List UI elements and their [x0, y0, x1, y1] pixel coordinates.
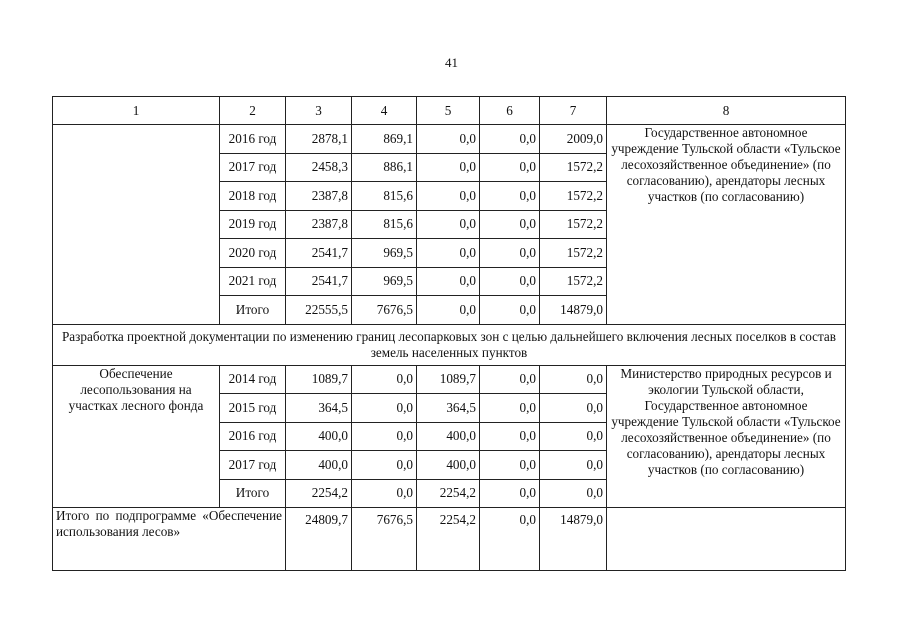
value-cell: 14879,0 — [540, 296, 607, 325]
value-cell: 0,0 — [352, 451, 417, 480]
value-cell: 2254,2 — [417, 508, 480, 571]
value-cell: 0,0 — [480, 125, 540, 154]
value-cell: 815,6 — [352, 182, 417, 211]
value-cell: 0,0 — [480, 153, 540, 182]
value-cell: 2254,2 — [417, 479, 480, 508]
year-cell: 2020 год — [220, 239, 286, 268]
value-cell: 815,6 — [352, 210, 417, 239]
column-header: 2 — [220, 97, 286, 125]
year-cell: Итого — [220, 296, 286, 325]
subprogram-total-label: Итого по подпрограмме «Обеспечение использования лесов» — [53, 508, 286, 571]
value-cell: 0,0 — [480, 422, 540, 451]
column-header: 4 — [352, 97, 417, 125]
value-cell: 0,0 — [480, 239, 540, 268]
column-header: 8 — [607, 97, 846, 125]
value-cell: 364,5 — [286, 394, 352, 423]
value-cell: 2878,1 — [286, 125, 352, 154]
value-cell: 1572,2 — [540, 267, 607, 296]
program-table — [52, 96, 846, 571]
value-cell: 0,0 — [540, 394, 607, 423]
value-cell: 0,0 — [480, 394, 540, 423]
value-cell: 0,0 — [540, 422, 607, 451]
value-cell: 0,0 — [540, 479, 607, 508]
responsible-executors: Министерство природных ресурсов и экологии Тульской области, Государственное автономное учреждение Тульской области «Тульское лесохозяйственное объединение» (по согласованию), арендаторы лесных участков (по согласованию) — [607, 365, 846, 508]
table-row — [53, 365, 846, 394]
value-cell: 1572,2 — [540, 182, 607, 211]
value-cell: 14879,0 — [540, 508, 607, 571]
value-cell: 1089,7 — [286, 365, 352, 394]
value-cell: 2009,0 — [540, 125, 607, 154]
value-cell: 2254,2 — [286, 479, 352, 508]
value-cell: 1572,2 — [540, 153, 607, 182]
year-cell: 2015 год — [220, 394, 286, 423]
value-cell: 7676,5 — [352, 508, 417, 571]
activity-name: Обеспечение лесопользования на участках лесного фонда — [53, 365, 220, 508]
value-cell: 0,0 — [480, 508, 540, 571]
value-cell: 0,0 — [417, 296, 480, 325]
value-cell: 7676,5 — [352, 296, 417, 325]
column-header: 5 — [417, 97, 480, 125]
year-cell: 2019 год — [220, 210, 286, 239]
value-cell: 400,0 — [286, 451, 352, 480]
column-header: 7 — [540, 97, 607, 125]
year-cell: 2014 год — [220, 365, 286, 394]
value-cell: 969,5 — [352, 239, 417, 268]
value-cell: 2541,7 — [286, 239, 352, 268]
year-cell: Итого — [220, 479, 286, 508]
responsible-executors-empty — [607, 508, 846, 571]
value-cell: 0,0 — [417, 210, 480, 239]
value-cell: 0,0 — [417, 125, 480, 154]
value-cell: 0,0 — [480, 451, 540, 480]
value-cell: 364,5 — [417, 394, 480, 423]
column-header: 3 — [286, 97, 352, 125]
year-cell: 2016 год — [220, 125, 286, 154]
value-cell: 2387,8 — [286, 210, 352, 239]
value-cell: 0,0 — [480, 267, 540, 296]
value-cell: 0,0 — [417, 182, 480, 211]
value-cell: 0,0 — [352, 394, 417, 423]
value-cell: 0,0 — [352, 422, 417, 451]
value-cell: 0,0 — [480, 210, 540, 239]
value-cell: 2387,8 — [286, 182, 352, 211]
section-title: Разработка проектной документации по изменению границ лесопарковых зон с целью дальнейшего включения лесных поселков в состав земель населенных пунктов — [53, 324, 846, 365]
header-row — [53, 97, 846, 125]
column-header: 1 — [53, 97, 220, 125]
value-cell: 969,5 — [352, 267, 417, 296]
year-cell: 2017 год — [220, 451, 286, 480]
value-cell: 869,1 — [352, 125, 417, 154]
value-cell: 400,0 — [417, 451, 480, 480]
value-cell: 0,0 — [480, 365, 540, 394]
page-number: 41 — [445, 55, 458, 70]
value-cell: 22555,5 — [286, 296, 352, 325]
table-row — [53, 125, 846, 154]
year-cell: 2016 год — [220, 422, 286, 451]
value-cell: 0,0 — [352, 479, 417, 508]
value-cell: 1572,2 — [540, 239, 607, 268]
value-cell: 0,0 — [352, 365, 417, 394]
value-cell: 2458,3 — [286, 153, 352, 182]
value-cell: 0,0 — [480, 296, 540, 325]
value-cell: 0,0 — [480, 479, 540, 508]
value-cell: 0,0 — [480, 182, 540, 211]
year-cell: 2017 год — [220, 153, 286, 182]
value-cell: 0,0 — [417, 239, 480, 268]
value-cell: 0,0 — [417, 153, 480, 182]
responsible-executors: Государственное автономное учреждение Тульской области «Тульское лесохозяйственное объединение» (по согласованию), арендаторы лесных участков (по согласованию) — [607, 125, 846, 325]
section-row — [53, 324, 846, 365]
value-cell: 400,0 — [417, 422, 480, 451]
year-cell: 2021 год — [220, 267, 286, 296]
value-cell: 1572,2 — [540, 210, 607, 239]
value-cell: 0,0 — [540, 451, 607, 480]
activity-cell-empty — [53, 125, 220, 325]
value-cell: 0,0 — [540, 365, 607, 394]
value-cell: 886,1 — [352, 153, 417, 182]
subprogram-total-row — [53, 508, 846, 571]
column-header: 6 — [480, 97, 540, 125]
value-cell: 2541,7 — [286, 267, 352, 296]
value-cell: 0,0 — [417, 267, 480, 296]
value-cell: 400,0 — [286, 422, 352, 451]
year-cell: 2018 год — [220, 182, 286, 211]
value-cell: 1089,7 — [417, 365, 480, 394]
value-cell: 24809,7 — [286, 508, 352, 571]
